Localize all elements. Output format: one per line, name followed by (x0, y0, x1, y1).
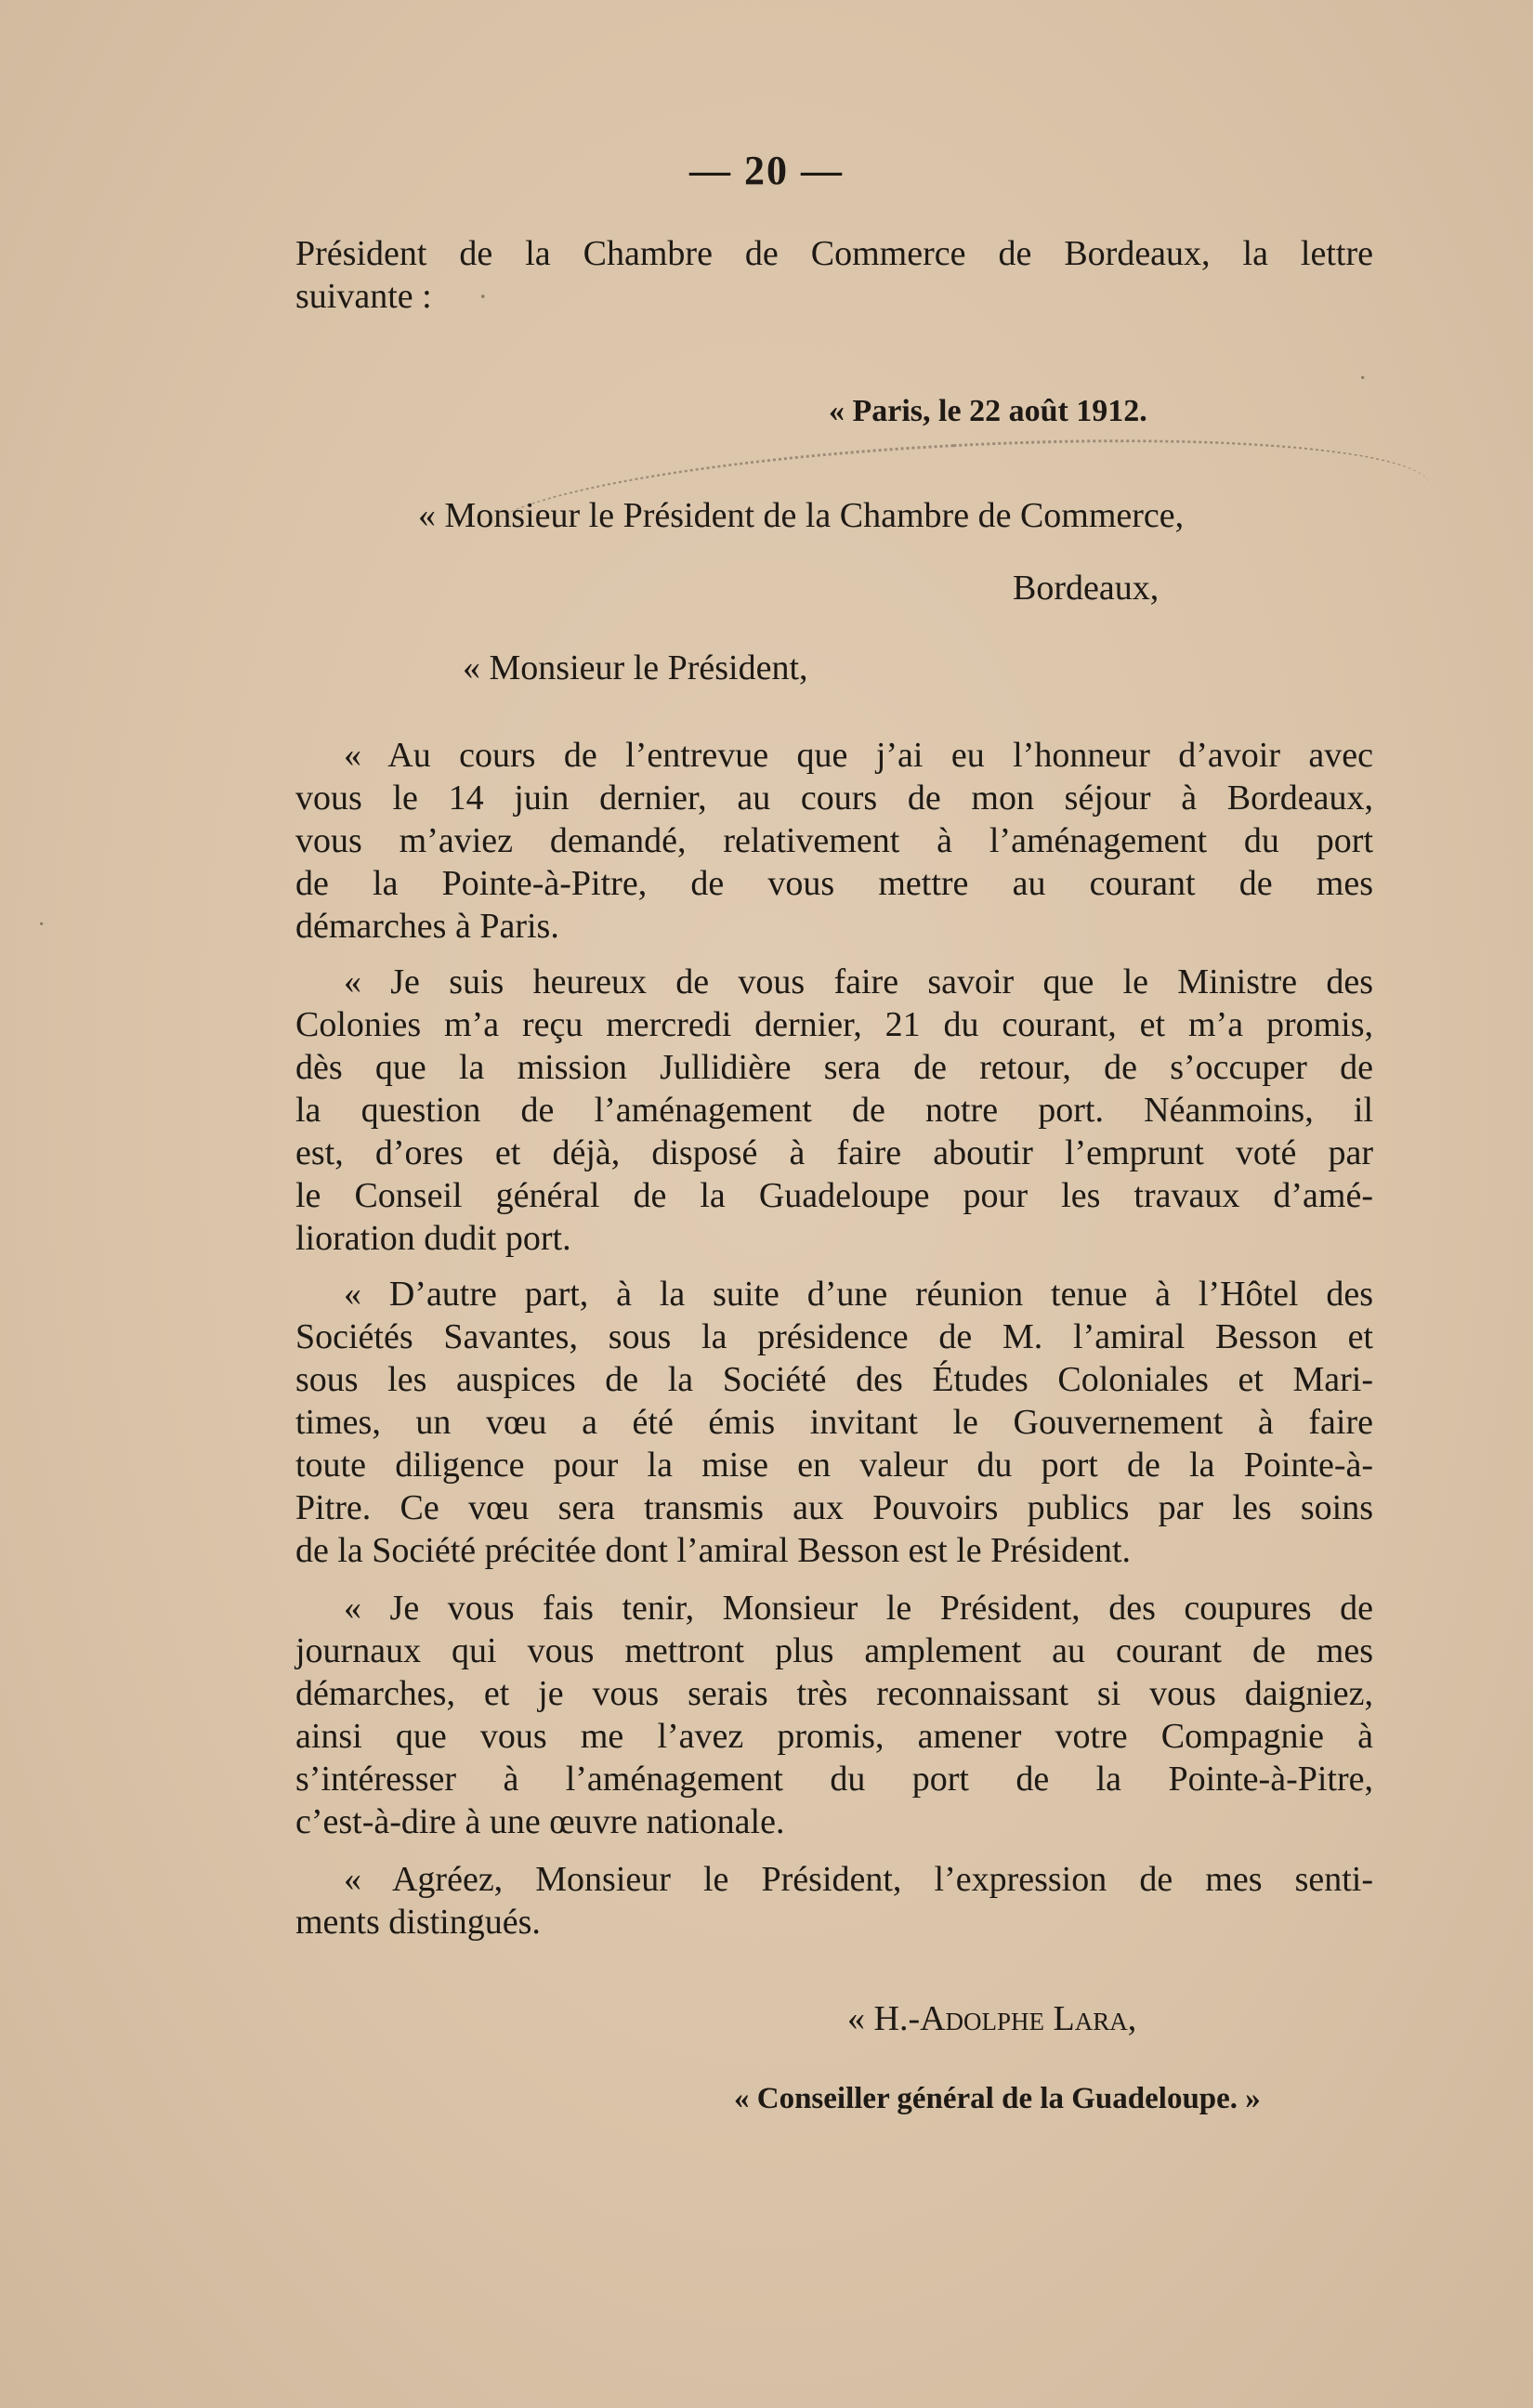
paragraph-line: « Au cours de l’entrevue que j’ai eu l’honneur d’avoir avec (344, 736, 1373, 775)
paragraph-line: c’est-à-dire à une œuvre nationale. (295, 1802, 785, 1841)
ink-speck: · (37, 910, 46, 939)
paragraph-line: est, d’ores et déjà, disposé à faire aboutir l’emprunt voté par (295, 1133, 1373, 1172)
paragraph-line: Pitre. Ce vœu sera transmis aux Pouvoirs publics par les soins (295, 1488, 1373, 1527)
paragraph-line: vous m’aviez demandé, relativement à l’aménagement du port (295, 821, 1373, 860)
paragraph-line: journaux qui vous mettront plus amplement au courant de mes (295, 1631, 1373, 1670)
paragraph-line: toute diligence pour la mise en valeur du port de la Pointe-à- (295, 1446, 1373, 1485)
letter-addressee-city: Bordeaux, (1013, 569, 1160, 608)
paragraph-line: « D’autre part, à la suite d’une réunion tenue à l’Hôtel des (344, 1275, 1373, 1314)
paragraph-line: sous les auspices de la Société des Études Coloniales et Mari- (295, 1360, 1373, 1399)
paragraph-line: de la Pointe-à-Pitre, de vous mettre au courant de mes (295, 864, 1373, 903)
intro-line: Président de la Chambre de Commerce de Bordeaux, la lettre (295, 234, 1373, 273)
letter-dateline: « Paris, le 22 août 1912. (829, 394, 1147, 428)
letter-addressee: « Monsieur le Président de la Chambre de Commerce, (418, 496, 1185, 535)
page-number: — 20 — (689, 148, 844, 193)
letter-salutation: « Monsieur le Président, (463, 648, 808, 687)
ink-speck: · (1358, 364, 1368, 393)
paragraph-line: lioration dudit port. (295, 1219, 571, 1258)
paragraph-line: « Je vous fais tenir, Monsieur le Président, des coupures de (344, 1589, 1373, 1628)
paragraph-line: « Agréez, Monsieur le Président, l’expression de mes senti- (344, 1860, 1373, 1899)
paragraph-line: Sociétés Savantes, sous la présidence de M. l’amiral Besson et (295, 1317, 1373, 1356)
letter-signature-title: « Conseiller général de la Guadeloupe. » (734, 2082, 1261, 2115)
paragraph-line: démarches à Paris. (295, 907, 559, 946)
paragraph-line: Colonies m’a reçu mercredi dernier, 21 du courant, et m’a promis, (295, 1005, 1373, 1044)
paragraph-line: times, un vœu a été émis invitant le Gouvernement à faire (295, 1403, 1373, 1442)
paragraph-line: démarches, et je vous serais très reconnaissant si vous daigniez, (295, 1674, 1373, 1713)
letter-signature: « H.-Adolphe Lara, (847, 1999, 1137, 2038)
paragraph-line: « Je suis heureux de vous faire savoir que le Ministre des (344, 962, 1373, 1001)
paragraph-line: vous le 14 juin dernier, au cours de mon séjour à Bordeaux, (295, 779, 1373, 818)
paragraph-line: ainsi que vous me l’avez promis, amener votre Compagnie à (295, 1717, 1373, 1756)
paragraph-line: dès que la mission Jullidière sera de retour, de s’occuper de (295, 1048, 1373, 1087)
paragraph-line: la question de l’aménagement de notre port. Néanmoins, il (295, 1091, 1373, 1130)
ink-speck: ⸱ (479, 283, 487, 312)
paragraph-line: ments distingués. (295, 1903, 541, 1942)
paragraph-line: de la Société précitée dont l’amiral Besson est le Président. (295, 1531, 1132, 1570)
paragraph-line: s’intéresser à l’aménagement du port de la Pointe-à-Pitre, (295, 1760, 1373, 1799)
intro-line: suivante : (295, 277, 432, 316)
paragraph-line: le Conseil général de la Guadeloupe pour les travaux d’amé- (295, 1176, 1373, 1215)
